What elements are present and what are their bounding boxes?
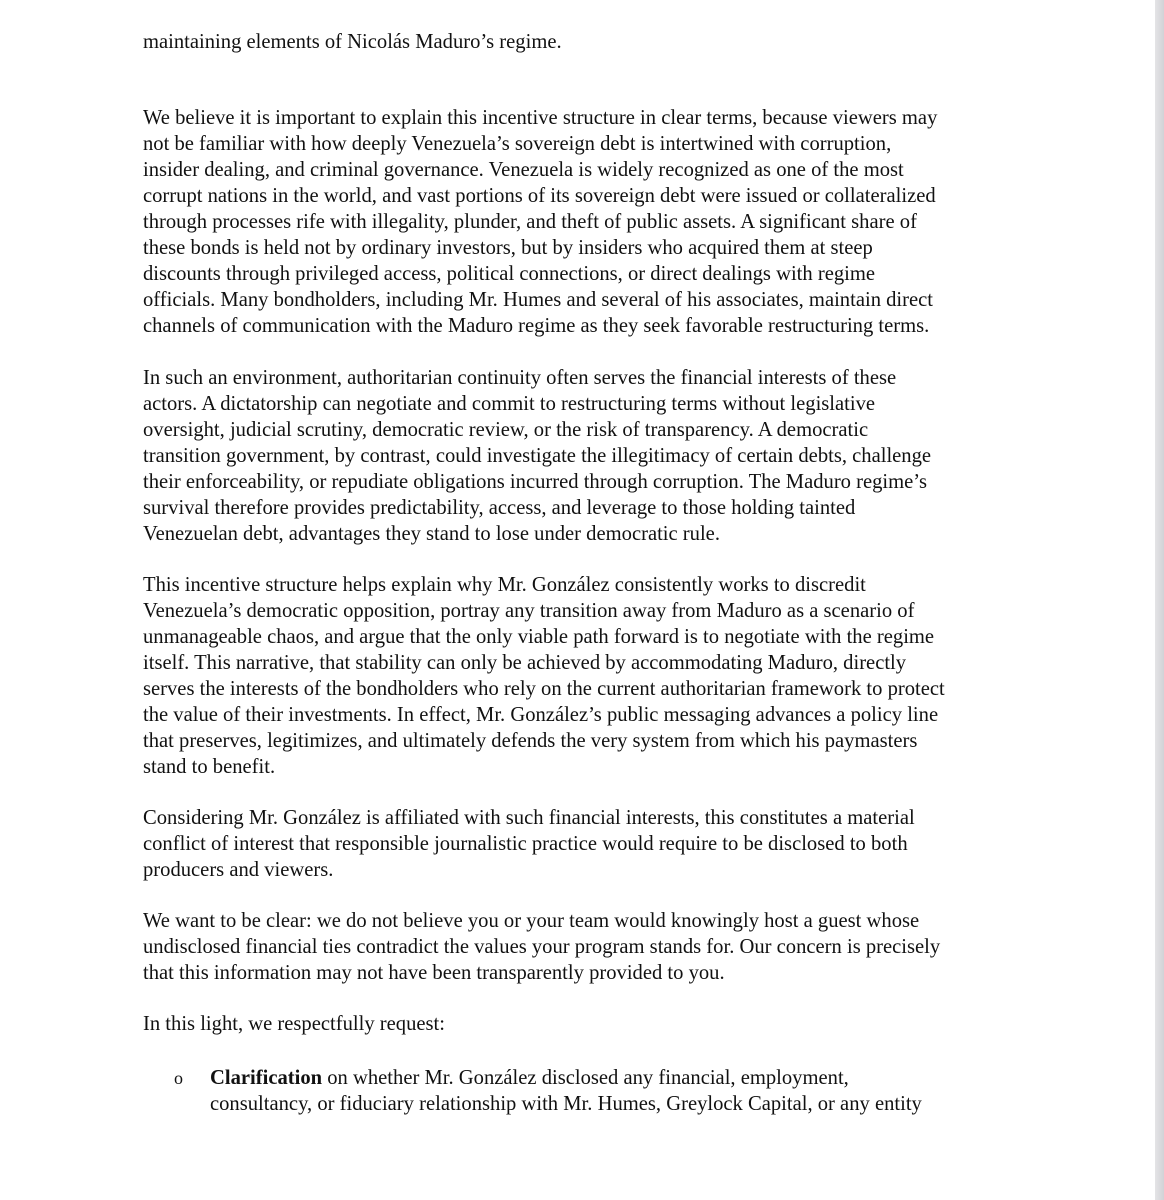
paragraph-line: discounts through privileged access, political connections, or direct dealings with regime [143,263,876,285]
paragraph-line: officials. Many bondholders, including Mr. Humes and several of his associates, maintain direct [143,289,934,311]
paragraph-line: channels of communication with the Maduro regime as they seek favorable restructuring terms. [143,315,930,337]
paragraph-line: survival therefore provides predictability, access, and leverage to those holding tainted [143,497,856,519]
bullet-line: consultancy, or fiduciary relationship with Mr. Humes, Greylock Capital, or any entity [210,1093,922,1115]
paragraph-line: conflict of interest that responsible journalistic practice would require to be disclosed to both [143,833,908,855]
paragraph-line: not be familiar with how deeply Venezuela’s sovereign debt is intertwined with corruption, [143,133,892,155]
paragraph-line: corrupt nations in the world, and vast portions of its sovereign debt were issued or collateralized [143,185,936,207]
paragraph-line: In such an environment, authoritarian continuity often serves the financial interests of these [143,367,897,389]
paragraph-line: stand to benefit. [143,756,276,778]
paragraph-line: the value of their investments. In effect, Mr. González’s public messaging advances a policy line [143,704,939,726]
paragraph-line: We believe it is important to explain this incentive structure in clear terms, because viewers may [143,107,938,129]
bullet-marker: o [174,1068,183,1088]
paragraph-line: Venezuela’s democratic opposition, portray any transition away from Maduro as a scenario of [143,600,915,622]
paragraph-line: We want to be clear: we do not believe you or your team would knowingly host a guest whose [143,910,920,932]
paragraph-line: Venezuelan debt, advantages they stand to lose under democratic rule. [143,523,720,545]
paragraph-line: itself. This narrative, that stability can only be achieved by accommodating Maduro, directly [143,652,907,674]
paragraph-line: maintaining elements of Nicolás Maduro’s regime. [143,31,562,53]
paragraph-line: unmanageable chaos, and argue that the only viable path forward is to negotiate with the regime [143,626,935,648]
paragraph-line: through processes rife with illegality, plunder, and theft of public assets. A significant share of [143,211,917,233]
bullet-line [210,1065,849,1091]
paragraph-line: This incentive structure helps explain why Mr. González consistently works to discredit [143,574,866,596]
paragraph-line: In this light, we respectfully request: [143,1013,445,1035]
paragraph-line: their enforceability, or repudiate obligations incurred through corruption. The Maduro regime’s [143,471,928,493]
paragraph-line: undisclosed financial ties contradict the values your program stands for. Our concern is precisely [143,936,941,958]
bullet-bold-term: Clarification [210,1067,323,1089]
paragraph-line: that preserves, legitimizes, and ultimately defends the very system from which his paymasters [143,730,918,752]
paragraph-line: transition government, by contrast, could investigate the illegitimacy of certain debts, challenge [143,445,932,467]
paragraph-line: these bonds is held not by ordinary investors, but by insiders who acquired them at steep [143,237,873,259]
paragraph-line: producers and viewers. [143,859,334,881]
paragraph-line: insider dealing, and criminal governance. Venezuela is widely recognized as one of the most [143,159,904,181]
page-edge-shadow [1155,0,1164,1200]
paragraph-line: oversight, judicial scrutiny, democratic review, or the risk of transparency. A democratic [143,419,869,441]
paragraph-line: actors. A dictatorship can negotiate and commit to restructuring terms without legislative [143,393,876,415]
paragraph-line: serves the interests of the bondholders who rely on the current authoritarian framework to protect [143,678,945,700]
bullet-text: on whether Mr. González disclosed any financial, employment, [322,1067,849,1089]
paragraph-line: that this information may not have been transparently provided to you. [143,962,725,984]
paragraph-line: Considering Mr. González is affiliated with such financial interests, this constitutes a material [143,807,915,829]
